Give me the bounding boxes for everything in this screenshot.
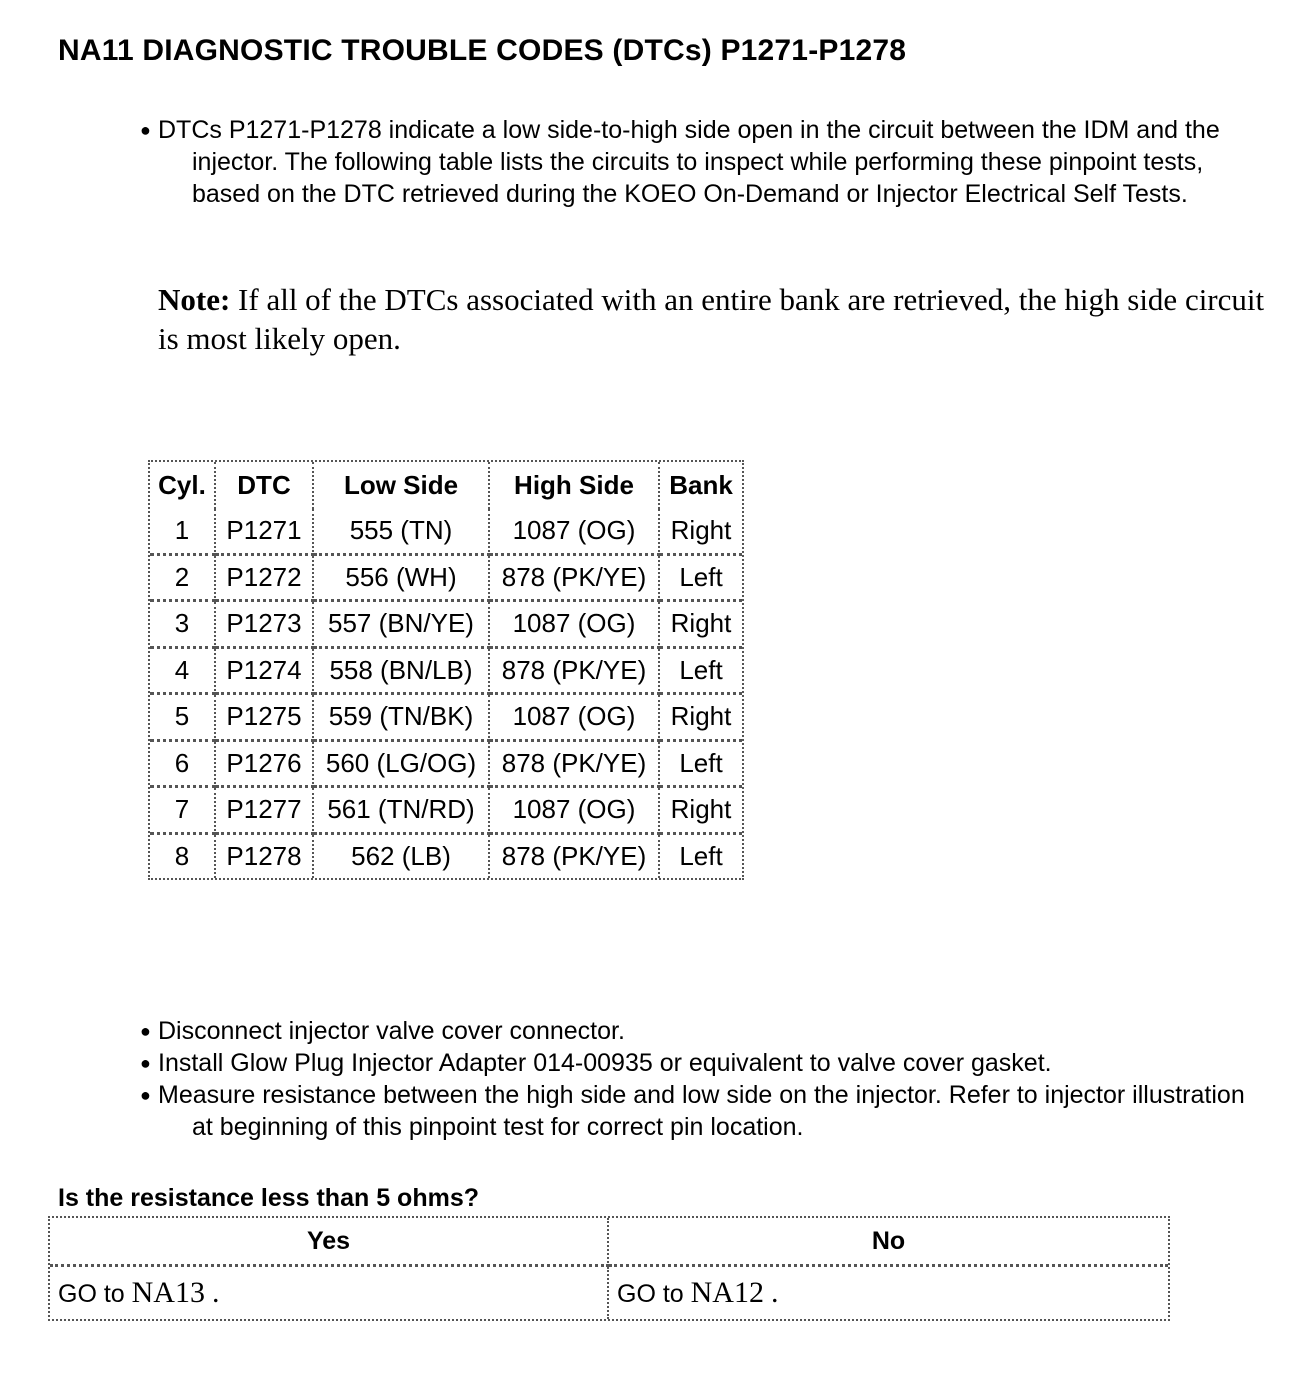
- yes-cell: [50, 1267, 609, 1319]
- cell-low-side: 560 (LG/OG): [314, 742, 490, 789]
- cell-high-side: 1087 (OG): [490, 788, 660, 835]
- cell-cyl: 7: [150, 788, 216, 835]
- intro-text: DTCs P1271-P1278 indicate a low side-to-high side open in the circuit between the IDM and the injector. The following table lists the circuits to inspect while performing these pinpoint tests, based on the DTC retrieved during the KOEO On-Demand or Injector Electrical Self Tests.: [158, 116, 1220, 208]
- header-yes: Yes: [50, 1218, 609, 1267]
- table-row: [150, 788, 742, 835]
- bullet-icon: ●: [140, 1021, 151, 1041]
- cell-dtc: P1274: [216, 649, 314, 696]
- cell-low-side: 557 (BN/YE): [314, 602, 490, 649]
- table-row: [150, 556, 742, 603]
- header-bank: Bank: [669, 470, 733, 500]
- list-item: [140, 1015, 1270, 1047]
- header-cyl: Cyl.: [150, 462, 216, 509]
- cell-high-side: 1087 (OG): [490, 509, 660, 556]
- cell-low-side: 562 (LB): [314, 835, 490, 879]
- cell-dtc: P1275: [216, 695, 314, 742]
- cell-dtc: P1278: [216, 835, 314, 879]
- yes-suffix: .: [211, 1276, 220, 1309]
- list-item: [140, 1047, 1270, 1079]
- table-row: [150, 602, 742, 649]
- cell-bank: Left: [660, 649, 742, 696]
- dtc-table: [148, 460, 744, 880]
- no-cell: [609, 1267, 1168, 1319]
- cell-cyl: 5: [150, 695, 216, 742]
- cell-cyl: 8: [150, 835, 216, 879]
- no-suffix: .: [770, 1276, 779, 1309]
- list-item: [140, 1079, 1270, 1143]
- header-no: No: [609, 1218, 1168, 1267]
- cell-high-side: 878 (PK/YE): [490, 835, 660, 879]
- answer-header-row: [50, 1218, 1168, 1267]
- cell-low-side: 555 (TN): [314, 509, 490, 556]
- cell-low-side: 558 (BN/LB): [314, 649, 490, 696]
- cell-high-side: 1087 (OG): [490, 695, 660, 742]
- no-link[interactable]: NA12: [690, 1276, 764, 1309]
- cell-high-side: 878 (PK/YE): [490, 649, 660, 696]
- header-dtc: DTC: [216, 462, 314, 509]
- step-text: Install Glow Plug Injector Adapter 014-00935 or equivalent to valve cover gasket.: [158, 1049, 1052, 1077]
- cell-dtc: P1273: [216, 602, 314, 649]
- cell-cyl: 3: [150, 602, 216, 649]
- cell-bank: Left: [660, 742, 742, 789]
- intro-section: [140, 114, 1270, 210]
- cell-dtc: P1271: [216, 509, 314, 556]
- cell-low-side: 561 (TN/RD): [314, 788, 490, 835]
- note-paragraph: [158, 280, 1278, 358]
- cell-low-side: 559 (TN/BK): [314, 695, 490, 742]
- note-text: If all of the DTCs associated with an entire bank are retrieved, the high side circuit is most likely open.: [158, 282, 1265, 356]
- cell-cyl: 6: [150, 742, 216, 789]
- answer-row: [50, 1267, 1168, 1319]
- table-row: [150, 835, 742, 879]
- cell-bank: Right: [660, 788, 742, 835]
- cell-dtc: P1276: [216, 742, 314, 789]
- cell-dtc: P1272: [216, 556, 314, 603]
- header-high-side: High Side: [490, 462, 660, 509]
- bullet-icon: ●: [140, 1085, 151, 1105]
- yes-prefix: GO to: [58, 1280, 125, 1308]
- answer-table: [48, 1216, 1170, 1321]
- page-title: NA11 DIAGNOSTIC TROUBLE CODES (DTCs) P1271-P1278: [58, 34, 907, 67]
- note-label: Note:: [158, 282, 231, 317]
- bullet-icon: ●: [140, 1053, 151, 1073]
- cell-bank: Right: [660, 509, 742, 556]
- cell-bank: Right: [660, 695, 742, 742]
- cell-cyl: 4: [150, 649, 216, 696]
- question-text: Is the resistance less than 5 ohms?: [58, 1184, 479, 1212]
- table-row: [150, 649, 742, 696]
- cell-high-side: 878 (PK/YE): [490, 742, 660, 789]
- cell-bank: Left: [679, 840, 723, 871]
- cell-dtc: P1277: [216, 788, 314, 835]
- table-row: [150, 509, 742, 556]
- table-row: [150, 742, 742, 789]
- cell-low-side: 556 (WH): [314, 556, 490, 603]
- header-low-side: Low Side: [314, 462, 490, 509]
- cell-bank: Right: [660, 602, 742, 649]
- list-item: [140, 114, 1270, 210]
- step-text: Disconnect injector valve cover connector.: [158, 1017, 625, 1045]
- table-row: [150, 695, 742, 742]
- bullet-icon: ●: [140, 120, 151, 140]
- step-text: Measure resistance between the high side and low side on the injector. Refer to injector illustration at beginning of this pinpoint test for correct pin location.: [158, 1081, 1245, 1141]
- cell-high-side: 1087 (OG): [490, 602, 660, 649]
- cell-cyl: 2: [150, 556, 216, 603]
- yes-link[interactable]: NA13: [131, 1276, 205, 1309]
- table-header-row: [150, 462, 742, 509]
- cell-high-side: 878 (PK/YE): [490, 556, 660, 603]
- cell-cyl: 1: [150, 509, 216, 556]
- no-prefix: GO to: [617, 1280, 684, 1308]
- cell-bank: Left: [660, 556, 742, 603]
- steps-list: [140, 1015, 1270, 1143]
